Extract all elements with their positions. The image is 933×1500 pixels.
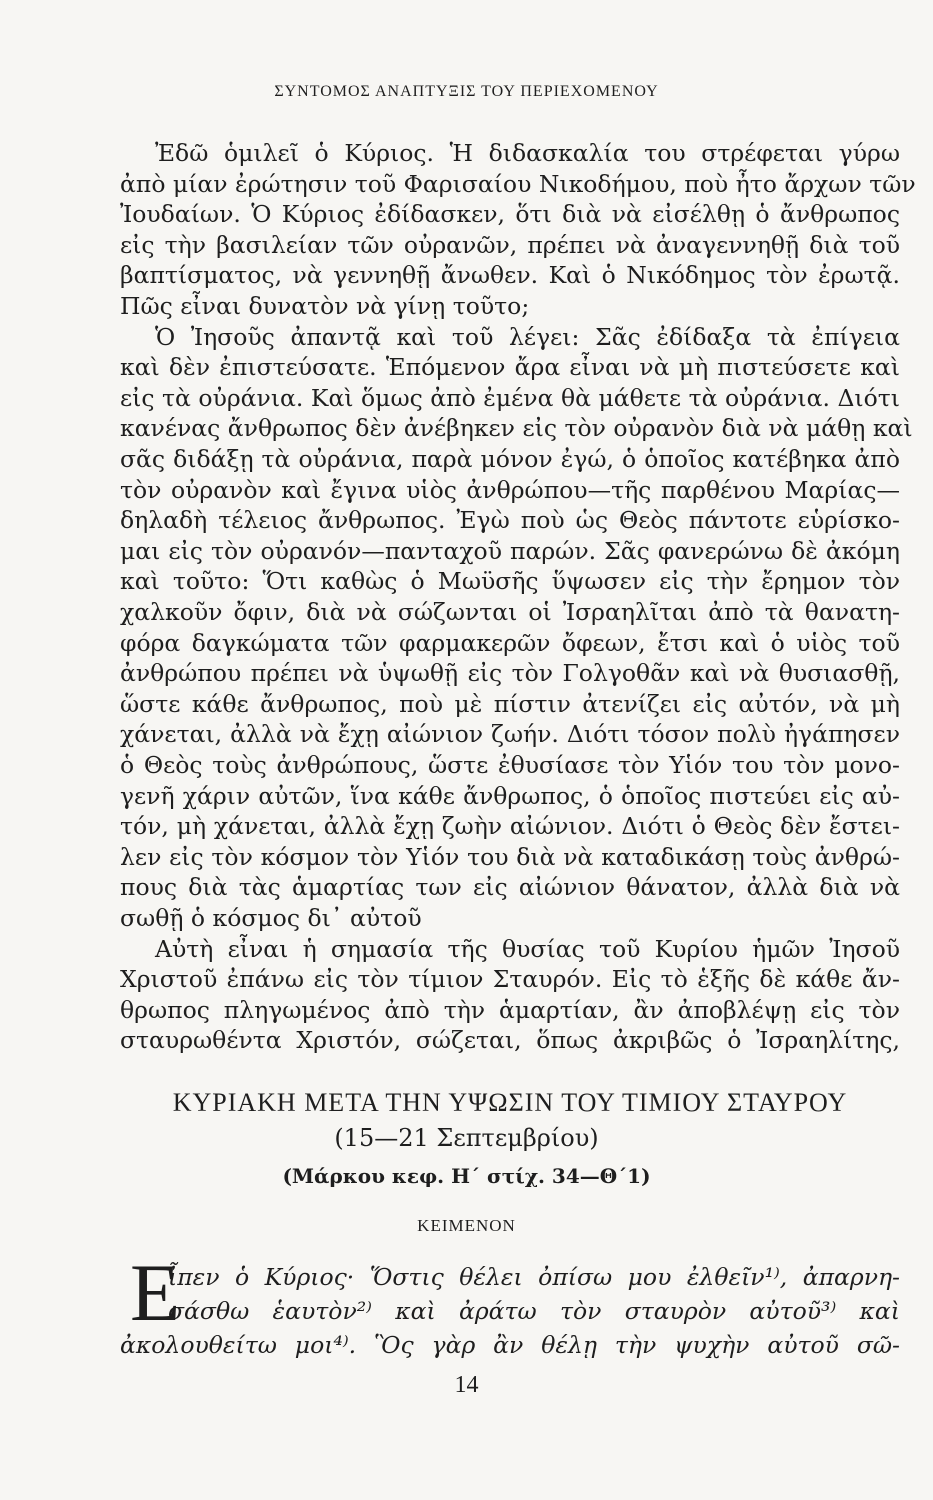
body-line: χαλκοῦν ὄφιν, διὰ νὰ σώζωνται οἱ Ἰσραηλῖται ἀπὸ τὰ θανατη- [120,598,900,626]
body-line: καὶ τοῦτο: Ὅτι καθὼς ὁ Μωϋσῆς ὕψωσεν εἰς τὴν ἔρημον τὸν [120,567,900,596]
body-line: λεν εἰς τὸν κόσμον τὸν Υἱόν του διὰ νὰ καταδικάσῃ τοὺς ἀνθρώ- [120,842,900,871]
body-line: Ὁ Ἰησοῦς ἀπαντᾷ καὶ τοῦ λέγει: Σᾶς ἐδίδαξα τὰ ἐπίγεια [155,322,900,351]
body-line: γενῆ χάριν αὐτῶν, ἵνα κάθε ἄνθρωπος, ὁ ὁποῖος πιστεύει εἰς αὐ- [120,781,900,810]
body-line: Πῶς εἶναι δυνατὸν νὰ γίνῃ τοῦτο; [120,292,530,320]
page-number: 14 [454,1372,479,1398]
body-line: σταυρωθέντα Χριστόν, σώζεται, ὅπως ἀκριβῶς ὁ Ἰσραηλίτης, [120,1026,900,1055]
body-line: κανένας ἄνθρωπος δὲν ἀνέβηκεν εἰς τὸν οὐρανὸν διὰ νὰ μάθῃ καὶ [120,414,913,443]
body-line: βαπτίσματος, νὰ γεννηθῇ ἄνωθεν. Καὶ ὁ Νικόδημος τὸν ἐρωτᾷ. [120,261,900,290]
body-line: χάνεται, ἀλλὰ νὰ ἔχῃ αἰώνιον ζωήν. Διότι τόσον πολὺ ἠγάπησεν [120,720,900,749]
drop-cap: E [130,1247,181,1338]
body-line: εἰς τὴν βασιλείαν τῶν οὐρανῶν, πρέπει νὰ ἀναγεννηθῇ διὰ τοῦ [120,230,900,259]
body-line: Αὐτὴ εἶναι ἡ σημασία τῆς θυσίας τοῦ Κυρίου ἡμῶν Ἰησοῦ [155,934,900,963]
body-line: σωθῇ ὁ κόσμος δι᾽ αὐτοῦ [120,904,422,932]
text-line: σάσθω ἑαυτὸν²⁾ καὶ ἀράτω τὸν σταυρὸν αὐτοῦ³⁾ καὶ [168,1297,900,1325]
text-line: ἀκολουθείτω μοι⁴⁾. Ὃς γὰρ ἂν θέλῃ τὴν ψυχὴν αὐτοῦ σῶ- [120,1331,900,1359]
body-line: φόρα δαγκώματα τῶν φαρμακερῶν ὄφεων, ἔτσι καὶ ὁ υἱὸς τοῦ [120,628,900,657]
body-line: Ἐδῶ ὁμιλεῖ ὁ Κύριος. Ἡ διδασκαλία του στρέφεται γύρω [155,139,900,167]
body-line: τὸν οὐρανὸν καὶ ἔγινα υἱὸς ἀνθρώπου—τῆς παρθένου Μαρίας— [120,475,900,504]
body-line: δηλαδὴ τέλειος ἄνθρωπος. Ἐγὼ ποὺ ὡς Θεὸς πάντοτε εὑρίσκο- [120,506,900,535]
body-line: τόν, μὴ χάνεται, ἀλλὰ ἔχῃ ζωὴν αἰώνιον. Διότι ὁ Θεὸς δὲν ἔστει- [120,812,900,841]
text-line: ἶπεν ὁ Κύριος· Ὅστις θέλει ὀπίσω μου ἐλθεῖν¹⁾, ἀπαρνη- [168,1263,900,1291]
body-line: καὶ δὲν ἐπιστεύσατε. Ἑπόμενον ἄρα εἶναι νὰ μὴ πιστεύσετε καὶ [120,353,900,382]
body-line: πους διὰ τὰς ἁμαρτίας των εἰς αἰώνιον θάνατον, ἀλλὰ διὰ νὰ [120,873,900,902]
body-line: μαι εἰς τὸν οὐρανόν—πανταχοῦ παρών. Σᾶς φανερώνω δὲ ἀκόμη [120,536,900,565]
section-reference: (Μάρκου κεφ. Η΄ στίχ. 34—Θ΄1) [282,1164,651,1188]
body-line: Ἰουδαίων. Ὁ Κύριος ἐδίδασκεν, ὅτι διὰ νὰ εἰσέλθῃ ὁ ἄνθρωπος [120,200,900,229]
section-dates: (15—21 Σεπτεμβρίου) [334,1124,599,1152]
body-line: σᾶς διδάξῃ τὰ οὐράνια, παρὰ μόνον ἐγώ, ὁ ὁποῖος κατέβηκα ἀπὸ [120,445,900,473]
body-line: ὁ Θεὸς τοὺς ἀνθρώπους, ὥστε ἐθυσίασε τὸν Υἱόν του τὸν μονο- [120,751,900,779]
section-title: ΚΥΡΙΑΚΗ ΜΕΤΑ ΤΗΝ ΥΨΩΣΙΝ ΤΟΥ ΤΙΜΙΟΥ ΣΤΑΥΡΟΥ [172,1088,848,1117]
body-line: ὥστε κάθε ἄνθρωπος, ποὺ μὲ πίστιν ἀτενίζει εἰς αὐτόν, νὰ μὴ [120,689,900,718]
body-line: ἀπὸ μίαν ἐρώτησιν τοῦ Φαρισαίου Νικοδήμου, ποὺ ἦτο ἄρχων τῶν [120,169,916,198]
body-line: εἰς τὰ οὐράνια. Καὶ ὅμως ἀπὸ ἐμένα θὰ μάθετε τὰ οὐράνια. Διότι [120,383,900,412]
body-line: θρωπος πληγωμένος ἀπὸ τὴν ἁμαρτίαν, ἂν ἀποβλέψῃ εἰς τὸν [120,995,900,1024]
section-label: ΚΕΙΜΕΝΟΝ [417,1216,516,1235]
body-line: ἀνθρώπου πρέπει νὰ ὑψωθῇ εἰς τὸν Γολγοθᾶν καὶ νὰ θυσιασθῇ, [120,659,900,688]
body-line: Χριστοῦ ἐπάνω εἰς τὸν τίμιον Σταυρόν. Εἰς τὸ ἑξῆς δὲ κάθε ἄν- [120,965,900,994]
running-head: ΣΥΝΤΟΜΟΣ ΑΝΑΠΤΥΞΙΣ ΤΟΥ ΠΕΡΙΕΧΟΜΕΝΟΥ [274,83,659,100]
